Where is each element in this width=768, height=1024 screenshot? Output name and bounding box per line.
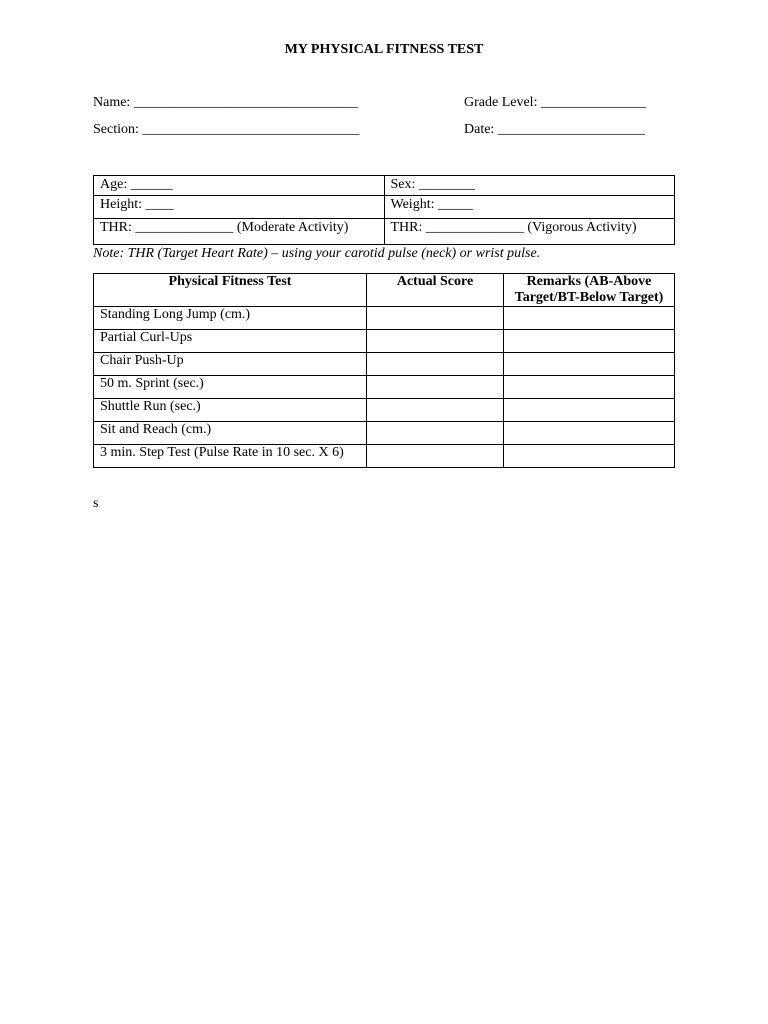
thr-note: Note: THR (Target Heart Rate) – using your carotid pulse (neck) or wrist pulse. — [93, 246, 541, 261]
table-row — [94, 445, 675, 468]
actual-score-cell[interactable] — [367, 353, 504, 376]
remarks-cell[interactable] — [504, 399, 675, 422]
table-row — [94, 353, 675, 376]
name-field[interactable]: Name: ________________________________ — [93, 95, 358, 110]
remarks-cell[interactable] — [504, 445, 675, 468]
fitness-test-table — [93, 273, 675, 468]
actual-score-cell[interactable] — [367, 445, 504, 468]
sex-field[interactable]: Sex: ________ — [384, 176, 675, 196]
remarks-cell[interactable] — [504, 422, 675, 445]
table-row — [94, 330, 675, 353]
student-info-table — [93, 175, 675, 245]
weight-field[interactable]: Weight: _____ — [384, 196, 675, 219]
height-field[interactable]: Height: ____ — [94, 196, 385, 219]
grade-level-field[interactable]: Grade Level: _______________ — [464, 95, 646, 110]
section-field[interactable]: Section: _______________________________ — [93, 122, 360, 137]
actual-score-cell[interactable] — [367, 330, 504, 353]
header-actual-score: Actual Score — [367, 274, 504, 307]
remarks-cell[interactable] — [504, 307, 675, 330]
test-name-cell: Standing Long Jump (cm.) — [94, 307, 367, 330]
stray-text: s — [93, 496, 99, 511]
test-name-cell: Sit and Reach (cm.) — [94, 422, 367, 445]
test-name-cell: 3 min. Step Test (Pulse Rate in 10 sec. X 6) — [94, 445, 367, 468]
page-title: MY PHYSICAL FITNESS TEST — [284, 42, 484, 57]
test-name-cell: Shuttle Run (sec.) — [94, 399, 367, 422]
test-name-cell: 50 m. Sprint (sec.) — [94, 376, 367, 399]
test-name-cell: Chair Push-Up — [94, 353, 367, 376]
remarks-cell[interactable] — [504, 330, 675, 353]
table-row — [94, 399, 675, 422]
age-field[interactable]: Age: ______ — [94, 176, 385, 196]
actual-score-cell[interactable] — [367, 376, 504, 399]
remarks-cell[interactable] — [504, 353, 675, 376]
date-field[interactable]: Date: _____________________ — [464, 122, 645, 137]
test-name-cell: Partial Curl-Ups — [94, 330, 367, 353]
thr-moderate-field[interactable]: THR: ______________ (Moderate Activity) — [94, 219, 385, 245]
table-row — [94, 307, 675, 330]
header-physical-fitness-test: Physical Fitness Test — [94, 274, 367, 307]
table-row — [94, 376, 675, 399]
table-header-row — [94, 274, 675, 307]
thr-vigorous-field[interactable]: THR: ______________ (Vigorous Activity) — [384, 219, 675, 245]
actual-score-cell[interactable] — [367, 307, 504, 330]
actual-score-cell[interactable] — [367, 422, 504, 445]
table-row — [94, 422, 675, 445]
actual-score-cell[interactable] — [367, 399, 504, 422]
header-remarks: Remarks (AB-Above Target/BT-Below Target) — [504, 274, 675, 307]
remarks-cell[interactable] — [504, 376, 675, 399]
